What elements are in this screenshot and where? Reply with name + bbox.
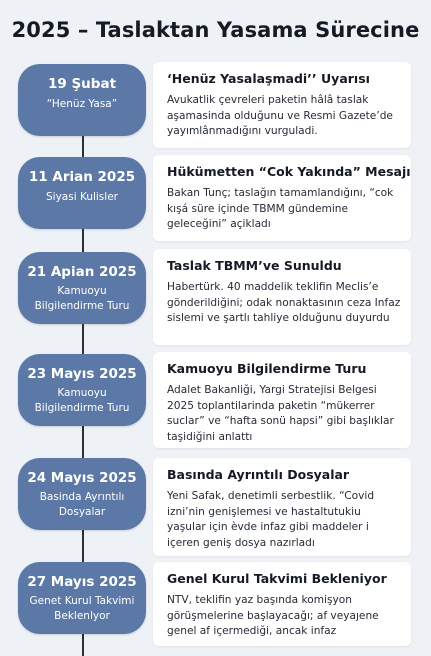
event-card-title: Hükümetten “Cok Yakında” Mesajı — [167, 164, 411, 179]
event-date: 11 Arian 2025 — [28, 169, 136, 185]
event-card-text: Avukatlik çevreleri paketin hâlâ taslak aşamasinda olduğunu ve Resmi Gazete’de yayımlânmadığını vurguladi. — [167, 94, 393, 137]
event-subtitle: Kamuoyu Bilgilendirme Turu — [34, 285, 130, 312]
event-subtitle: Siyasi Kulisler — [46, 191, 118, 203]
page-title: 2025 – Taslaktan Yasama Sürecine — [11, 18, 420, 42]
event-card-text: Bakan Tunç; taslağın tamamlandığını, “cok kışá süre içinde TBMM gündemine geleceğini” açikladı — [167, 187, 394, 230]
event-card-title: Genel Kurul Takvimi Bekleniyor — [167, 571, 387, 586]
event-subtitle: “Henüz Yasa” — [46, 98, 118, 110]
event-card-title: Basında Ayrıntılı Dosyalar — [167, 467, 350, 482]
event-subtitle: Kamuoyu Bilgilendirme Turu — [34, 387, 130, 414]
event-subtitle: Genet Kurul Takvimi Beklenlyor — [29, 595, 135, 622]
date-badge — [18, 64, 146, 136]
date-badge — [18, 562, 146, 634]
event-card-text: Habertürk. 40 maddelik teklifin Meclis’e gönderildiğini; odak nonaktasının ceza Infaz sislemi ve şartlı tahliye olduğunu duyurdu — [167, 281, 401, 324]
date-badge — [18, 458, 146, 530]
event-date: 19 Şubat — [47, 76, 117, 92]
date-badge — [18, 354, 146, 426]
event-card-text: Yeni Safak, denetimli serbestlik. “Covid izni’nin genişlemesi ve hastaltutukiu yaşular için èvde infaz gibi maddeler i içeren geniş dosya nazırladı — [167, 490, 375, 549]
event-card — [153, 249, 411, 345]
event-card-text: Adalet Bakanliği, Yargi Stratejisi Belgesi 2025 toplantilarinda paketin “mükerrer suclar” ve “hafta sonü hapsi” gibi başlıklar taşidiğini anlattı — [167, 384, 394, 443]
event-date: 24 Mayıs 2025 — [27, 470, 137, 486]
date-badge — [18, 252, 146, 324]
event-subtitle: Basinda Ayrıntılı Dosyalar — [39, 491, 125, 518]
event-card — [153, 562, 411, 646]
event-date: 27 Mayıs 2025 — [27, 574, 137, 590]
event-card-title: Taslak TBMM’ve Sunuldu — [167, 258, 342, 273]
event-date: 21 Apian 2025 — [27, 264, 137, 280]
event-card-text: NTV, teklifin yaz başında komişyon görüşmelerine başlayacağı; af veyaȷene genel af içermediği, ancak infaz — [167, 594, 379, 637]
event-date: 23 Mayıs 2025 — [27, 366, 137, 382]
event-card — [153, 458, 411, 556]
date-badge — [18, 157, 146, 229]
event-card — [153, 352, 411, 448]
event-card — [153, 155, 411, 241]
event-card-title: Kamuoyu Bilgilendirme Turu — [167, 361, 367, 376]
event-card-title: ‘Henüz Yasalaşmadi’’ Uyarısı — [167, 71, 370, 86]
event-card — [153, 62, 411, 148]
